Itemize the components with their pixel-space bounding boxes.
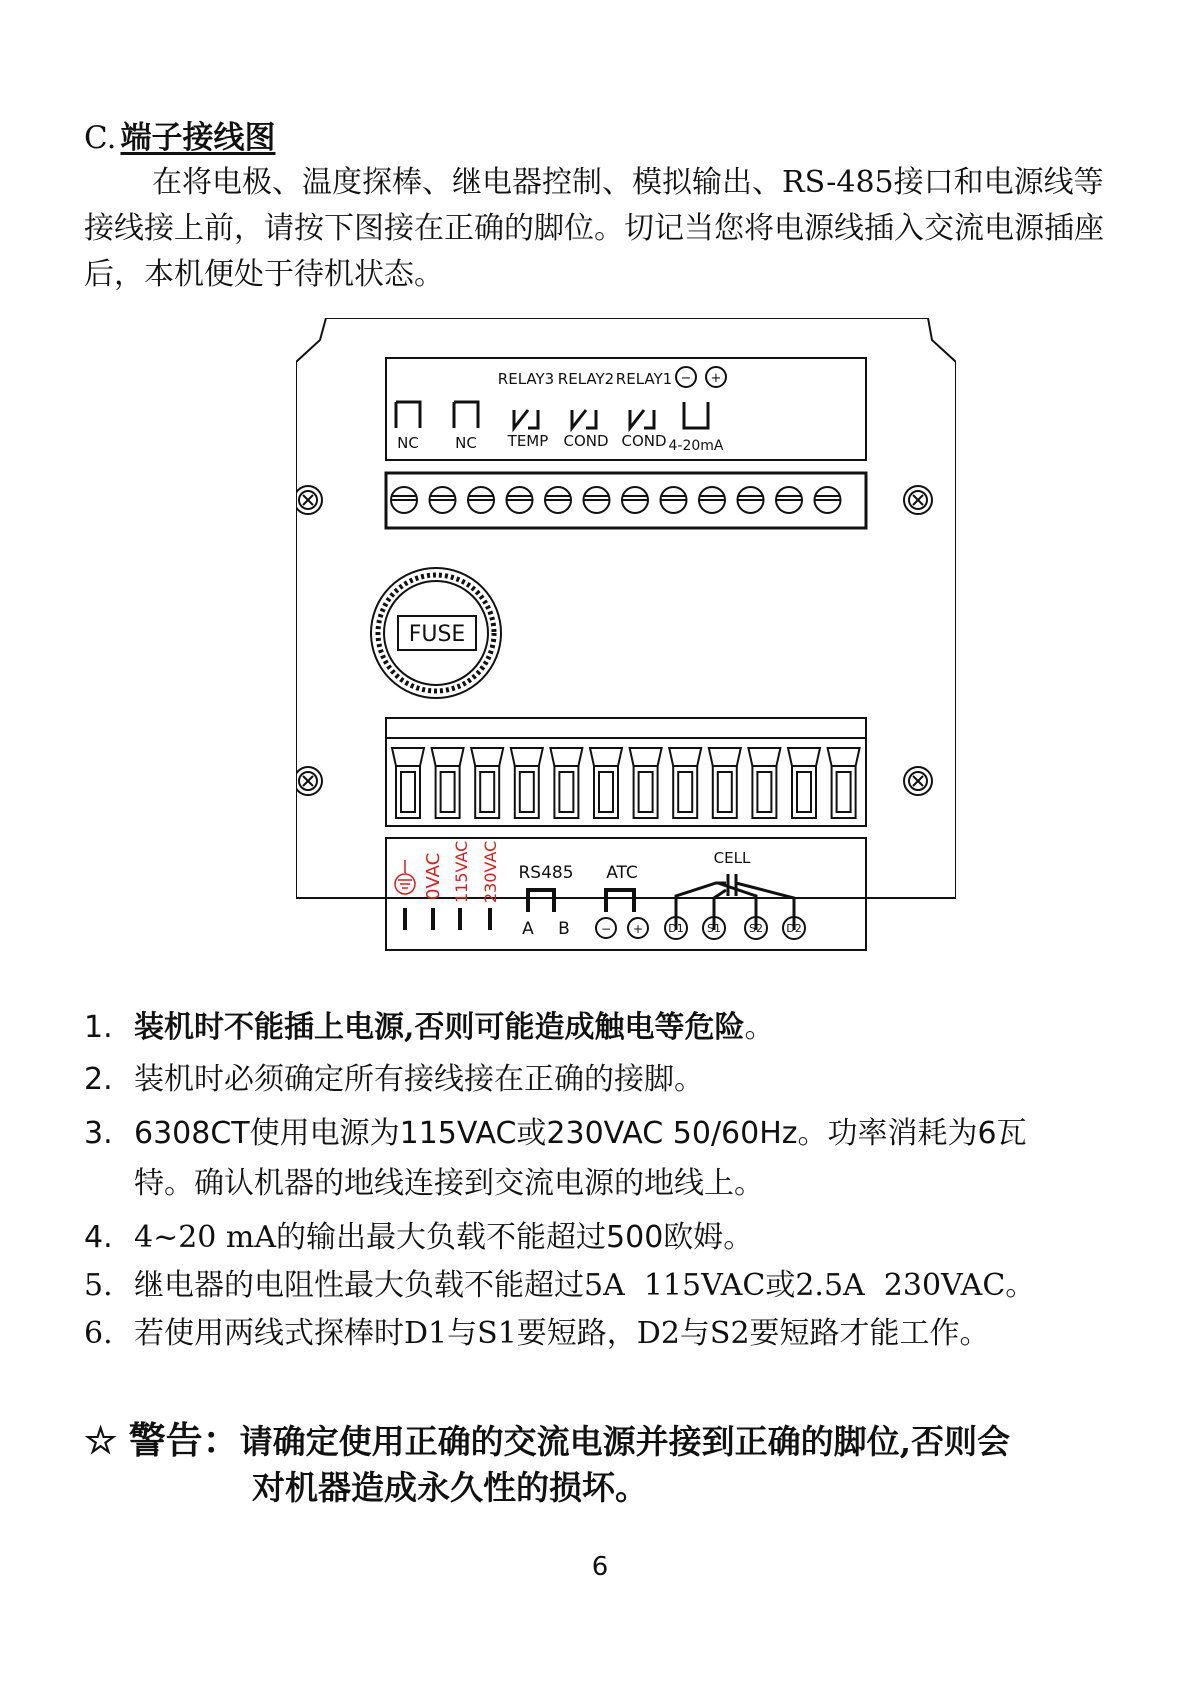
note-2-number: 2. <box>84 1062 113 1097</box>
nc1-label: NC <box>397 434 419 452</box>
bottom-terminal-slot <box>550 748 582 818</box>
atc-minus-label: − <box>600 922 612 936</box>
section-prefix: C. <box>84 120 117 156</box>
fuse-label: FUSE <box>408 622 466 647</box>
top-terminal-screw <box>391 487 417 513</box>
bottom-terminal-slot <box>471 748 503 818</box>
note-1-tail: 。 <box>744 1010 775 1045</box>
ma-minus-label: − <box>680 371 692 386</box>
note-4-text-b: 的输出最大负载不能超过500欧姆。 <box>276 1220 754 1255</box>
note-3-number: 3. <box>84 1116 113 1151</box>
top-terminal-screw <box>699 487 725 513</box>
earth-ground-symbol <box>395 860 415 894</box>
note-6 <box>84 1312 990 1356</box>
warning-text-1: 请确定使用正确的交流电源并接到正确的脚位,否则会 <box>239 1422 1011 1461</box>
relay3-symbol <box>514 410 538 428</box>
warning-line-1 <box>84 1418 1010 1464</box>
mounting-screw-icon <box>296 486 322 514</box>
top-terminal-screw <box>430 487 456 513</box>
bottom-terminal-slot <box>788 748 820 818</box>
star-icon: ☆ <box>84 1418 118 1462</box>
bottom-terminal-block <box>386 718 866 826</box>
note-6-text: 若使用两线式探棒时D1与S1要短路，D2与S2要短路才能工作。 <box>134 1316 990 1351</box>
note-5-text: 继电器的电阻性最大负载不能超过5A 115VAC或2.5A 230VAC。 <box>134 1268 1036 1303</box>
bottom-terminal-slot <box>709 748 741 818</box>
nc2-label: NC <box>455 434 477 452</box>
warning-label: 警告： <box>128 1418 240 1462</box>
d1-label: D1 <box>668 922 684 935</box>
mounting-screw-icon <box>904 767 932 795</box>
intro-paragraph <box>84 160 1124 298</box>
nc1-symbol <box>396 402 420 428</box>
relay3-label: RELAY3 <box>497 370 555 388</box>
bottom-terminal-slot <box>630 748 662 818</box>
bottom-terminal-slot <box>669 748 701 818</box>
bottom-terminal-slot <box>748 748 780 818</box>
relay1-label: RELAY1 <box>615 370 673 388</box>
note-4-number: 4. <box>84 1220 113 1255</box>
cond1-label: COND <box>563 432 609 450</box>
bottom-terminal-slot <box>828 748 860 818</box>
top-terminal-screw <box>545 487 571 513</box>
ma-label: 4-20mA <box>668 438 724 454</box>
mounting-screw-icon <box>904 486 932 514</box>
note-2-text: 装机时必须确定所有接线接在正确的接脚。 <box>134 1062 704 1097</box>
115vac-label: 115VAC <box>452 840 471 903</box>
note-1-number: 1. <box>84 1010 113 1045</box>
top-terminal-screw <box>815 487 841 513</box>
note-3-text: 6308CT使用电源为115VAC或230VAC 50/60Hz。功率消耗为6瓦 <box>134 1116 1027 1151</box>
top-terminal-screw <box>584 487 610 513</box>
note-4 <box>84 1216 753 1260</box>
section-heading: 端子接线图 <box>120 120 276 156</box>
bottom-terminal-slot <box>590 748 622 818</box>
top-terminal-screw <box>776 487 802 513</box>
note-6-number: 6. <box>84 1316 113 1351</box>
top-terminal-screw <box>738 487 764 513</box>
top-terminal-screw <box>622 487 648 513</box>
note-5-number: 5. <box>84 1268 113 1303</box>
page-number: 6 <box>591 1552 609 1582</box>
s1-label: S1 <box>707 922 721 935</box>
bottom-terminal-slot <box>511 748 543 818</box>
s2-label: S2 <box>749 922 763 935</box>
rs485-b-label: B <box>558 919 570 939</box>
note-4-text-a: 4~20 mA <box>134 1220 277 1255</box>
rs485-label: RS485 <box>518 863 574 883</box>
0vac-label: 0VAC <box>423 852 444 900</box>
temp-label: TEMP <box>507 432 549 450</box>
note-1-text: 装机时不能插上电源,否则可能造成触电等危险 <box>134 1010 745 1045</box>
cell-label: CELL <box>713 849 751 867</box>
relay2-symbol <box>572 410 596 428</box>
atc-plus-label: + <box>632 922 644 936</box>
nc2-symbol <box>454 402 478 428</box>
230vac-label: 230VAC <box>481 840 500 903</box>
cond2-label: COND <box>621 432 667 450</box>
bottom-terminal-slot <box>392 748 424 818</box>
d2-label: D2 <box>786 922 802 935</box>
top-terminal-screw <box>661 487 687 513</box>
terminal-wiring-diagram <box>296 318 956 990</box>
relay1-symbol <box>630 410 654 428</box>
ma-symbol <box>684 402 708 428</box>
note-2 <box>84 1058 704 1102</box>
warning-line-2: 对机器造成永久性的损坏。 <box>252 1468 648 1507</box>
note-5 <box>84 1264 1035 1308</box>
top-terminal-screw <box>507 487 533 513</box>
top-terminal-screw <box>468 487 494 513</box>
rs485-a-label: A <box>522 919 534 939</box>
bottom-terminal-slot <box>432 748 464 818</box>
ma-plus-label: + <box>710 371 722 386</box>
note-1 <box>84 1006 774 1050</box>
section-title <box>84 118 275 158</box>
intro-text: 在将电极、温度探棒、继电器控制、模拟输出、RS-485接口和电源线等接线接上前，请按下图接在正确的脚位。切记当您将电源线插入交流电源插座后，本机便处于待机状态。 <box>84 165 1104 292</box>
note-3-continued: 特。确认机器的地线连接到交流电源的地线上。 <box>134 1166 764 1201</box>
mounting-screw-icon <box>296 767 322 795</box>
atc-label: ATC <box>606 863 638 883</box>
note-3 <box>84 1112 1027 1156</box>
relay2-label: RELAY2 <box>557 370 615 388</box>
